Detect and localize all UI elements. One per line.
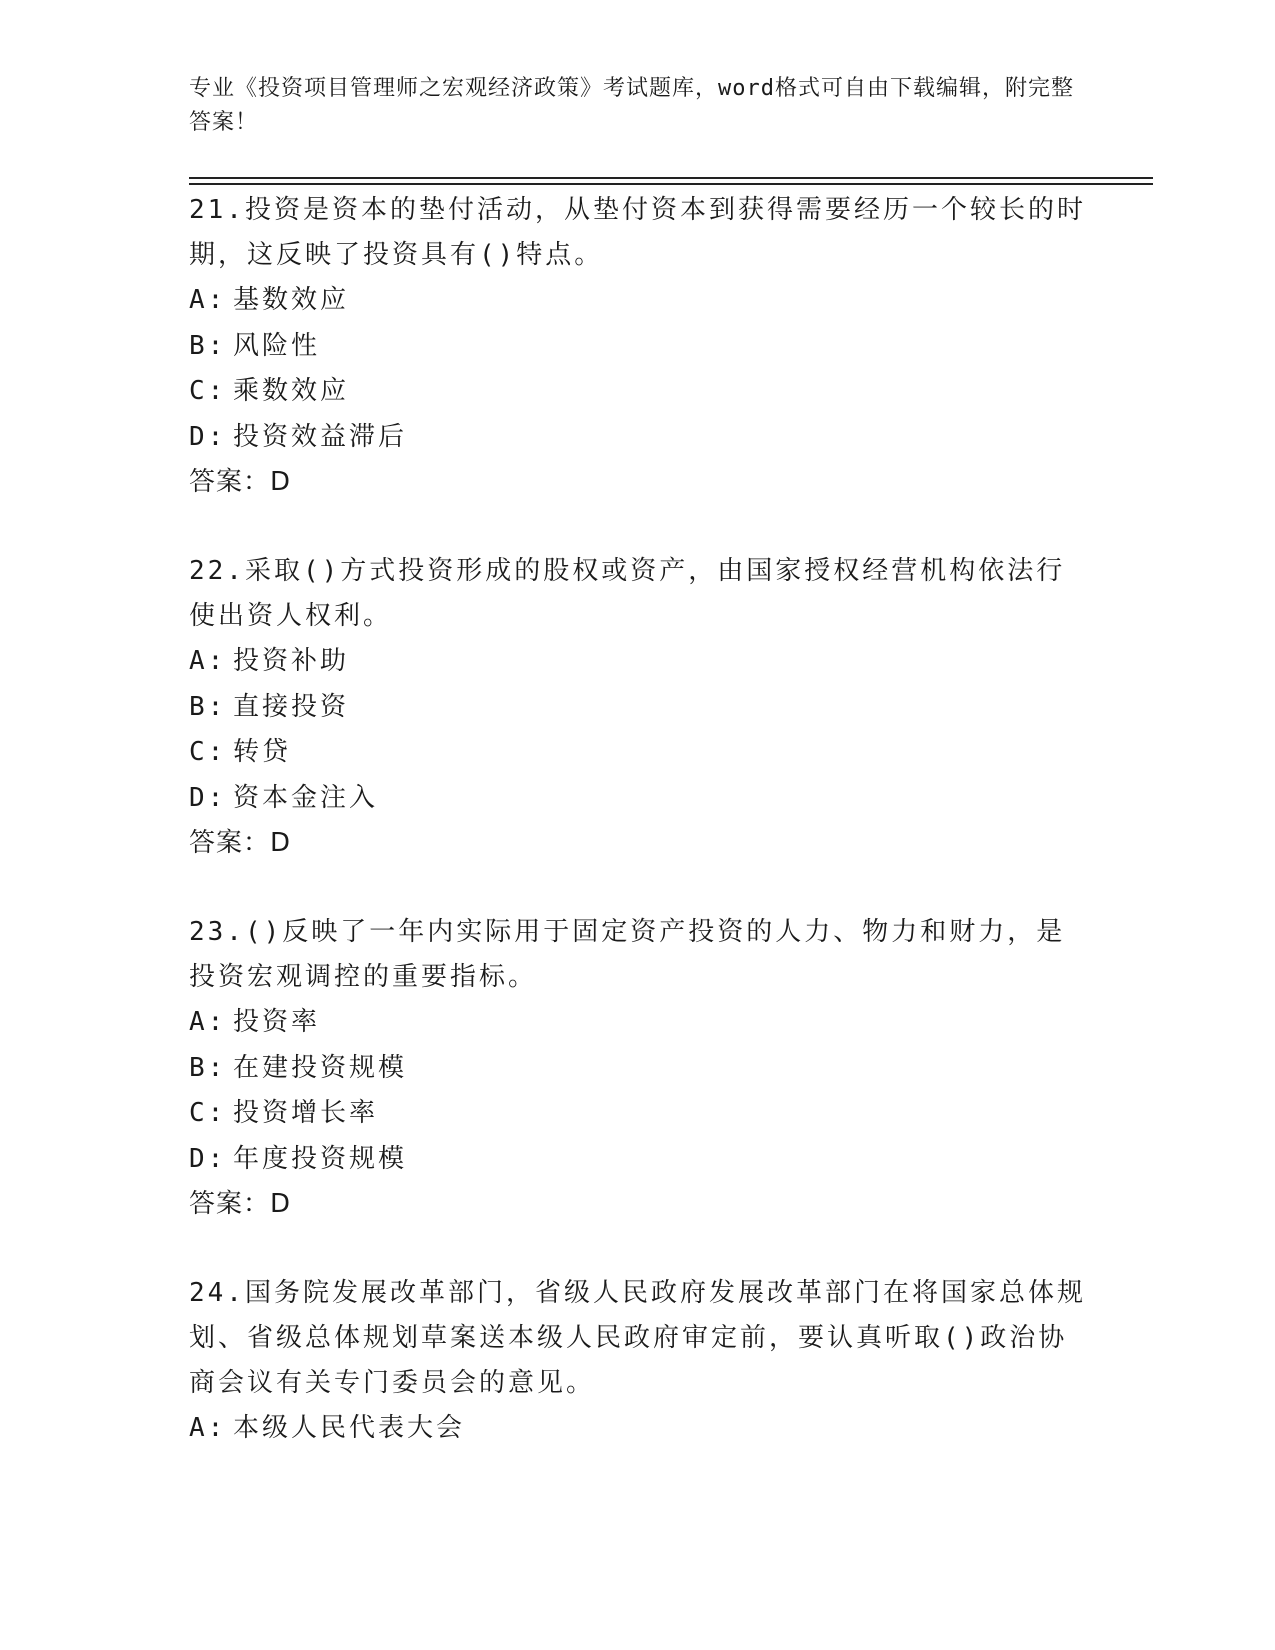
option-letter: B: — [189, 330, 227, 361]
question-stem: 21.投资是资本的垫付活动，从垫付资本到获得需要经历一个较长的时期，这反映了投资具有()特点。 — [189, 195, 1086, 270]
option-letter: C: — [189, 1098, 227, 1128]
option-letter: A: — [189, 646, 227, 676]
option-text: 在建投资规模 — [233, 1052, 408, 1083]
option-letter: D: — [189, 782, 227, 813]
question-24 — [189, 1271, 1089, 1452]
option-text: 本级人民代表大会 — [233, 1413, 466, 1443]
option-letter: D: — [189, 421, 227, 452]
option-letter: B: — [189, 691, 227, 722]
option-a — [189, 1406, 1089, 1452]
option-text: 投资补助 — [233, 646, 350, 676]
question-list — [189, 188, 1089, 1496]
option-letter: A: — [189, 285, 227, 315]
option-text: 年度投资规模 — [233, 1143, 408, 1174]
question-stem: 22.采取()方式投资形成的股权或资产，由国家授权经营机构依法行使出资人权利。 — [189, 556, 1066, 631]
option-text: 转贷 — [233, 737, 292, 767]
option-b — [189, 324, 1089, 370]
header-divider-bottom — [189, 183, 1153, 185]
question-stem: 23.()反映了一年内实际用于固定资产投资的人力、物力和财力，是投资宏观调控的重要指标。 — [189, 917, 1066, 992]
option-text: 基数效应 — [233, 285, 350, 315]
answer-line: 答案：D — [189, 1189, 292, 1219]
option-letter: D: — [189, 1143, 227, 1174]
option-d — [189, 776, 1089, 822]
option-text: 乘数效应 — [233, 376, 350, 406]
option-b — [189, 1046, 1089, 1092]
option-a — [189, 1000, 1089, 1046]
option-b — [189, 685, 1089, 731]
option-letter: C: — [189, 376, 227, 406]
question-21 — [189, 188, 1089, 505]
option-letter: B: — [189, 1052, 227, 1083]
option-c — [189, 369, 1089, 415]
option-text: 直接投资 — [233, 691, 350, 722]
document-header: 专业《投资项目管理师之宏观经济政策》考试题库，word格式可自由下载编辑，附完整答案！ — [189, 76, 1074, 135]
answer-line: 答案：D — [189, 828, 292, 858]
option-d — [189, 415, 1089, 461]
option-text: 投资增长率 — [233, 1098, 379, 1128]
question-23 — [189, 910, 1089, 1227]
option-text: 投资效益滞后 — [233, 421, 408, 452]
option-letter: C: — [189, 737, 227, 767]
option-a — [189, 278, 1089, 324]
option-text: 资本金注入 — [233, 782, 379, 813]
option-c — [189, 730, 1089, 776]
question-stem: 24.国务院发展改革部门，省级人民政府发展改革部门在将国家总体规划、省级总体规划草案送本级人民政府审定前，要认真听取()政治协商会议有关专门委员会的意见。 — [189, 1278, 1086, 1398]
option-letter: A: — [189, 1413, 227, 1443]
option-a — [189, 639, 1089, 685]
option-text: 风险性 — [233, 330, 321, 361]
answer-line: 答案：D — [189, 467, 292, 497]
option-c — [189, 1091, 1089, 1137]
question-22 — [189, 549, 1089, 866]
option-text: 投资率 — [233, 1007, 321, 1037]
header-divider-top — [189, 177, 1153, 179]
option-d — [189, 1137, 1089, 1183]
option-letter: A: — [189, 1007, 227, 1037]
